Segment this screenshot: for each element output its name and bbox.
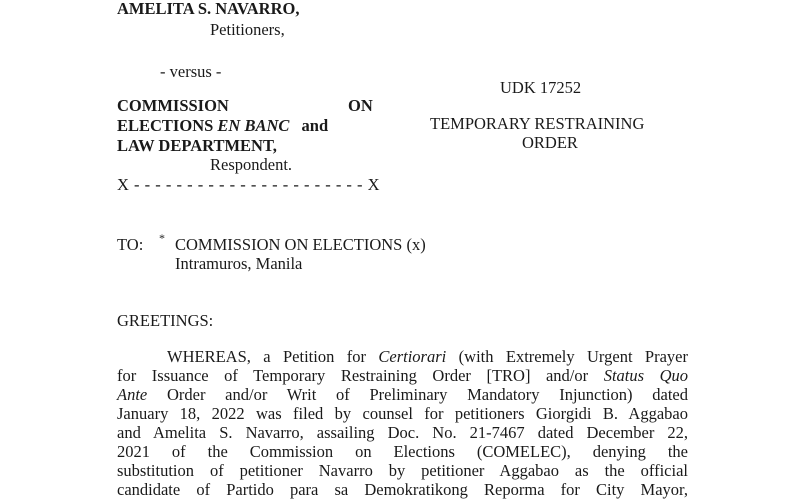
body-line-2-status-quo: Status Quo — [603, 366, 688, 385]
document-title-line2: ORDER — [522, 133, 578, 152]
respondent-line1-left: COMMISSION — [117, 96, 229, 115]
body-line-3 — [117, 385, 688, 404]
body-line-4: January 18, 2022 was filed by counsel for petitioners Giorgidi B. Aggabao — [117, 404, 688, 423]
respondent-label: Respondent. — [210, 155, 293, 174]
versus-label: - versus - — [160, 62, 222, 81]
respondent-line2-and: and — [297, 116, 329, 135]
respondent-line2-en-banc: EN BANC — [217, 116, 290, 135]
respondent-line2-a: ELECTIONS — [117, 116, 218, 135]
to-label: TO: — [117, 235, 144, 254]
petitioner-name: AMELITA S. NAVARRO, — [117, 0, 300, 18]
body-line-6: 2021 of the Commission on Elections (COMELEC), denying the — [117, 442, 688, 461]
petitioners-label: Petitioners, — [210, 20, 285, 39]
body-line-8: candidate of Partido para sa Demokratikong Reporma for City Mayor, — [117, 480, 688, 499]
respondent-line1-right: ON — [348, 96, 373, 115]
addressee-marker: * — [159, 231, 165, 245]
greeting: GREETINGS: — [117, 311, 214, 330]
docket-number: UDK 17252 — [500, 78, 582, 97]
body-line-7: substitution of petitioner Navarro by petitioner Aggabao as the official — [117, 461, 688, 480]
respondent-line2 — [117, 116, 328, 135]
body-line-2-a: for Issuance of Temporary Restraining Order [TRO] and/or — [117, 366, 604, 385]
body-line-2 — [117, 366, 688, 385]
body-line-3-b: Order and/or Writ of Preliminary Mandatory Injunction) dated — [147, 385, 688, 404]
body-line-5: and Amelita S. Navarro, assailing Doc. No. 21-7467 dated December 22, — [117, 423, 688, 442]
body-paragraph — [117, 347, 688, 499]
document-title-line1: TEMPORARY RESTRAINING — [430, 114, 645, 133]
body-line-1 — [117, 347, 688, 366]
respondent-line3: LAW DEPARTMENT, — [117, 136, 277, 155]
addressee-name: COMMISSION ON ELECTIONS (x) — [175, 235, 426, 254]
body-line-1-c: (with Extremely Urgent Prayer — [446, 347, 688, 366]
body-line-1-certiorari: Certiorari — [378, 347, 447, 366]
addressee-address: Intramuros, Manila — [175, 254, 303, 273]
body-line-3-ante: Ante — [117, 385, 148, 404]
body-line-1-a: WHEREAS, a Petition for — [167, 347, 379, 366]
caption-separator: X - - - - - - - - - - - - - - - - - - - - - - X — [117, 175, 381, 194]
